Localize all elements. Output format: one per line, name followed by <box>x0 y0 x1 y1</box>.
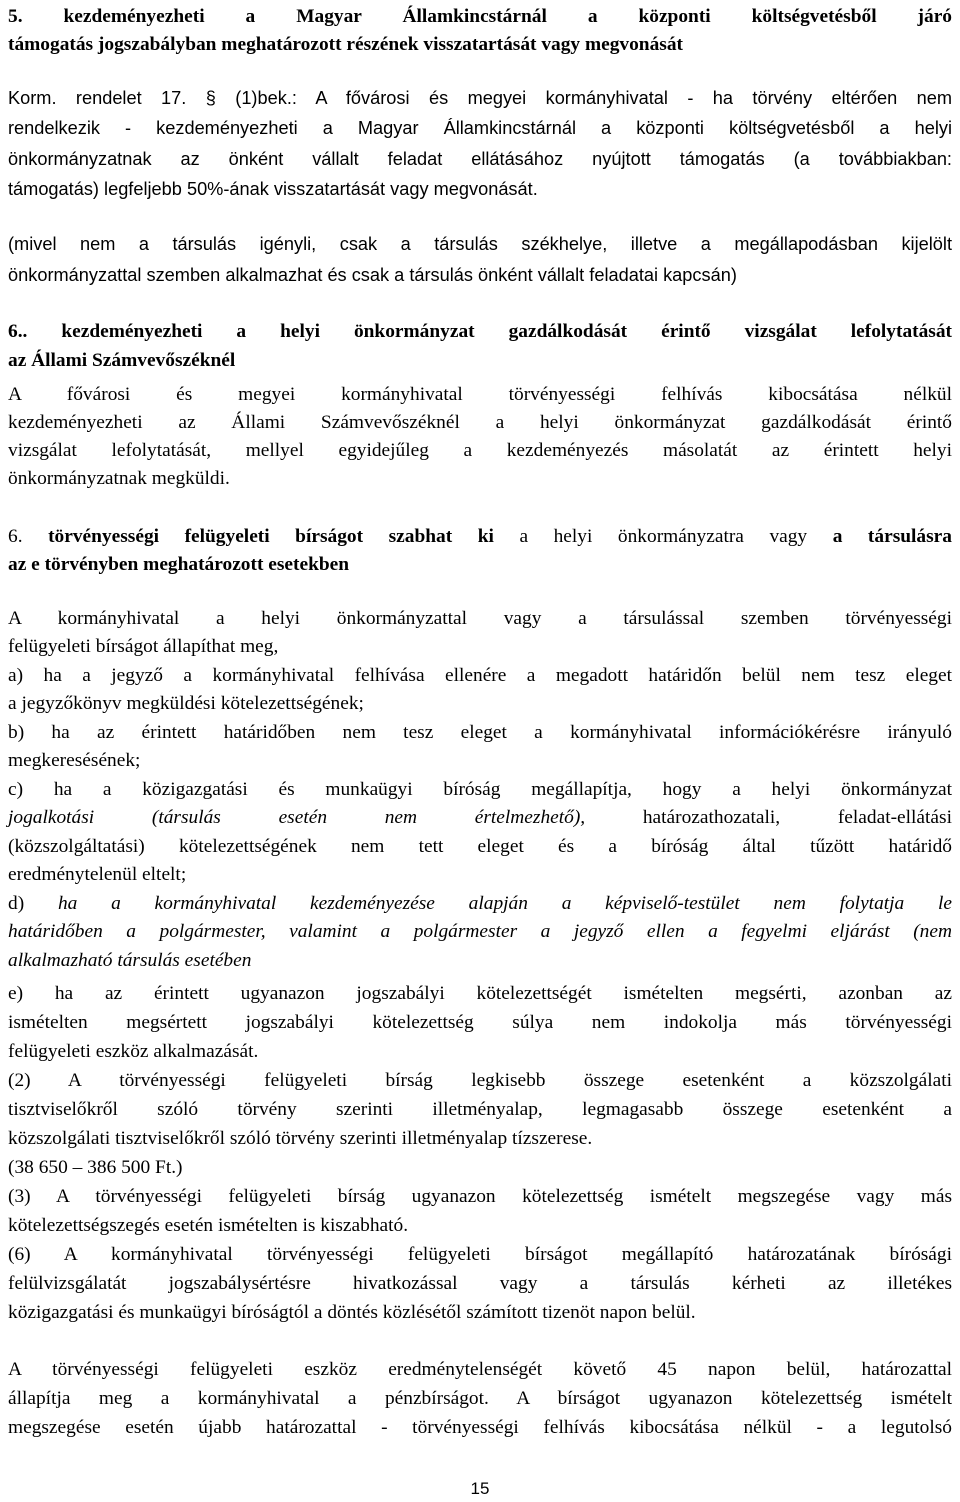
section6a-heading-line-2: az Állami Számvevőszéknél <box>8 350 236 371</box>
page-number: 15 <box>470 1479 490 1498</box>
section6a-heading-line-1: 6.. kezdeményezheti a helyi önkormányzat gazdálkodását érintő vizsgálat lefolytatását <box>8 321 952 342</box>
item-b-line-1: b) ha az érintett határidőben nem tesz eleget a kormányhivatal információkérésre irányuló <box>8 722 952 743</box>
item-c-line-2: jogalkotási (társulás esetén nem értelmezhető), határozathozatali, feladat-ellátási <box>8 807 952 828</box>
item-a-line-2: a jegyzőkönyv megküldési kötelezettségének; <box>8 693 364 714</box>
item-c-line-3: (közszolgáltatási) kötelezettségének nem tett eleget és a bíróság által tűzött határidő <box>8 836 952 857</box>
closing-line-3: megszegése esetén újabb határozattal - törvényességi felhívás kibocsátása nélkül - a legutolsó <box>8 1417 952 1438</box>
para6-line-2: felülvizsgálatát jogszabálysértésre hivatkozással vagy a társulás kérheti az illetékes <box>8 1273 952 1294</box>
closing-line-1: A törvényességi felügyeleti eszköz eredménytelenségét követő 45 napon belül, határozattal <box>8 1359 952 1380</box>
section6a-body-line-2: kezdeményezheti az Állami Számvevőszéknél a helyi önkormányzat gazdálkodását érintő <box>8 412 952 433</box>
amount-line: (38 650 – 386 500 Ft.) <box>8 1157 183 1178</box>
item-e-line-2: ismételten megsértett jogszabályi kötelezettség súlya nem indokolja más törvényességi <box>8 1012 952 1033</box>
section6b-heading-line-2: az e törvényben meghatározott esetekben <box>8 554 350 575</box>
section6b-heading-line-1: 6. törvényességi felügyeleti bírságot szabhat ki a helyi önkormányzatra vagy a társulásra <box>8 526 952 547</box>
section6b-intro-line-2: felügyeleti bírságot állapíthat meg, <box>8 636 279 657</box>
closing-line-2: állapítja meg a kormányhivatal a pénzbírságot. A bírságot ugyanazon kötelezettség ismételt <box>8 1388 952 1409</box>
item-d-line-1: d) ha a kormányhivatal kezdeményezése alapján a képviselő-testület nem folytatja le <box>8 893 952 914</box>
item-b-line-2: megkeresésének; <box>8 750 141 771</box>
section5-body-line-1: Korm. rendelet 17. § (1)bek.: A fővárosi és megyei kormányhivatal - ha törvény eltérően nem <box>8 88 952 108</box>
para3-line-2: kötelezettségszegés esetén ismételten is kiszabható. <box>8 1215 409 1236</box>
para2-line-3: közszolgálati tisztviselőkről szóló törvény szerinti illetményalap tízszerese. <box>8 1128 593 1149</box>
item-d-line-2: határidőben a polgármester, valamint a polgármester a jegyző ellen a fegyelmi eljárást (nem <box>8 921 952 942</box>
section5-heading-line-1: 5. kezdeményezheti a Magyar Államkincstárnál a központi költségvetésből járó <box>8 6 952 27</box>
para2-line-2: tisztviselőkről szóló törvény szerinti illetményalap, legmagasabb összege esetenként a <box>8 1099 952 1120</box>
para3-line-1: (3) A törvényességi felügyeleti bírság ugyanazon kötelezettség ismételt megszegése vagy más <box>8 1186 952 1207</box>
item-c-line-1: c) ha a közigazgatási és munkaügyi bíróság megállapítja, hogy a helyi önkormányzat <box>8 779 952 800</box>
item-e-line-1: e) ha az érintett ugyanazon jogszabályi kötelezettségét ismételten megsérti, azonban az <box>8 983 952 1004</box>
section5-note-line-1: (mivel nem a társulás igényli, csak a társulás székhelye, illetve a megállapodásban kijelölt <box>8 234 952 254</box>
para6-line-1: (6) A kormányhivatal törvényességi felügyeleti bírságot megállapító határozatának bírósági <box>8 1244 952 1265</box>
section5-body-line-4: támogatás) legfeljebb 50%-ának visszatartását vagy megvonását. <box>8 179 538 199</box>
section6b-intro-line-1: A kormányhivatal a helyi önkormányzattal vagy a társulással szemben törvényességi <box>8 608 952 629</box>
item-d-line-3: alkalmazható társulás esetében <box>8 950 252 971</box>
section6a-body-line-1: A fővárosi és megyei kormányhivatal törvényességi felhívás kibocsátása nélkül <box>8 384 952 405</box>
section5-body-line-3: önkormányzatnak az önként vállalt feladat ellátásához nyújtott támogatás (a továbbiakban: <box>8 149 952 169</box>
section5-heading-line-2: támogatás jogszabályban meghatározott részének visszatartását vagy megvonását <box>8 34 683 55</box>
para2-line-1: (2) A törvényességi felügyeleti bírság legkisebb összege esetenként a közszolgálati <box>8 1070 952 1091</box>
section6a-body-line-3: vizsgálat lefolytatását, mellyel egyidejűleg a kezdeményezés másolatát az érintett helyi <box>8 440 952 461</box>
section6a-body-line-4: önkormányzatnak megküldi. <box>8 468 230 489</box>
item-a-line-1: a) ha a jegyző a kormányhivatal felhívása ellenére a megadott határidőn belül nem tesz eleget <box>8 665 952 686</box>
section5-body-line-2: rendelkezik - kezdeményezheti a Magyar Államkincstárnál a központi költségvetésből a helyi <box>8 118 952 138</box>
section5-note-line-2: önkormányzattal szemben alkalmazhat és csak a társulás önként vállalt feladatai kapcsán) <box>8 265 737 285</box>
item-e-line-3: felügyeleti eszköz alkalmazását. <box>8 1041 259 1062</box>
para6-line-3: közigazgatási és munkaügyi bíróságtól a döntés közlésétől számított tizenöt napon belül. <box>8 1302 696 1323</box>
item-c-line-4: eredménytelenül eltelt; <box>8 864 187 885</box>
